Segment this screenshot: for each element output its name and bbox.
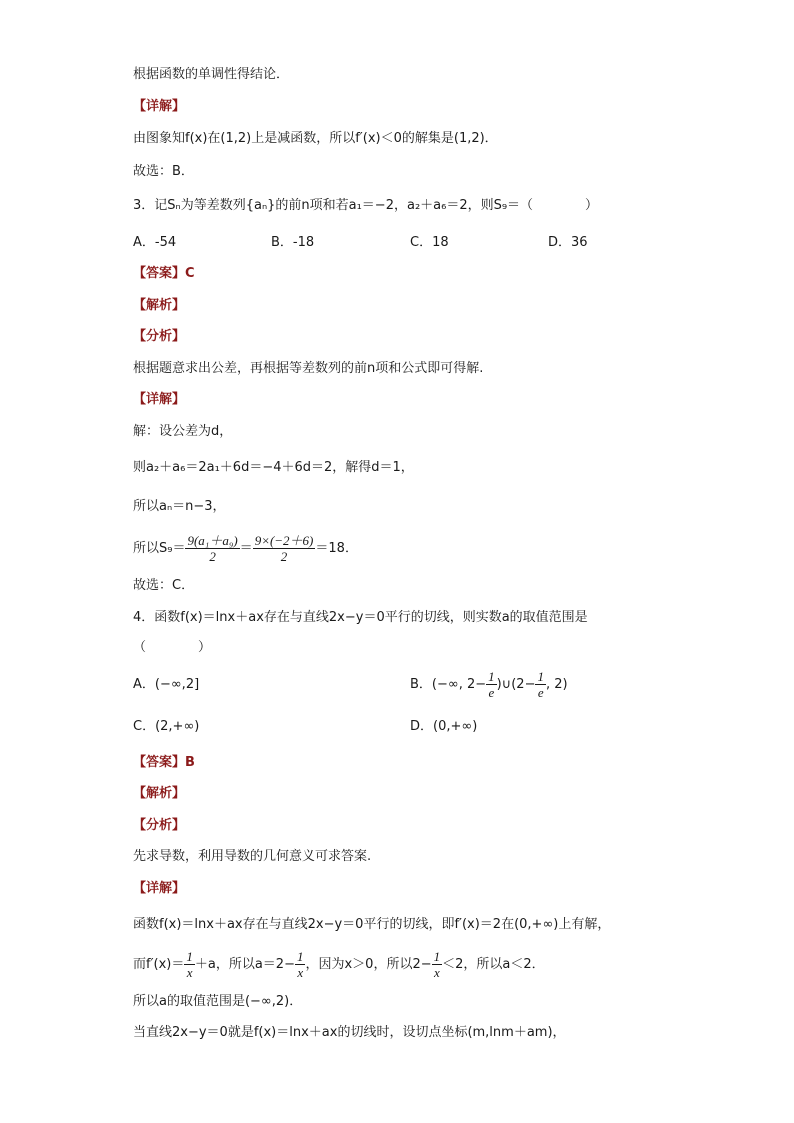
option-a: A．-54 (133, 235, 177, 250)
analysis-sub-heading: 【分析】 (133, 329, 186, 344)
math-line: 所以a的取值范围是(−∞,2)． (133, 994, 303, 1009)
text-segment: ＜2，所以a＜2． (442, 957, 545, 972)
fraction (295, 949, 306, 980)
text-segment: ，因为x＞0，所以2− (305, 957, 432, 972)
text-segment: )∪(2− (496, 677, 536, 692)
text-line: 解：设公差为d， (133, 424, 233, 439)
fraction (184, 949, 195, 980)
option-a: A．(−∞,2] (133, 677, 200, 692)
text-line: 根据题意求出公差，再根据等差数列的前n项和公式即可得解. (133, 361, 484, 376)
text-line: 故选：B． (133, 164, 194, 179)
text-segment: , 2) (545, 677, 568, 692)
text-segment: B．(−∞, 2− (410, 677, 487, 692)
analysis-heading: 【解析】 (133, 786, 186, 801)
text-line: 先求导数，利用导数的几何意义可求答案. (133, 849, 372, 864)
fraction (535, 669, 546, 700)
question-4-paren: （ ） (133, 640, 212, 655)
fraction (253, 533, 316, 564)
fraction-denominator: e (488, 685, 495, 700)
answer-heading: 【答案】C (133, 266, 195, 281)
fraction-denominator: x (186, 965, 193, 980)
text-segment: 所以S₉＝ (133, 541, 186, 556)
section-heading-detail: 【详解】 (133, 99, 186, 114)
fraction (185, 533, 239, 564)
math-line: 当直线2x−y＝0就是f(x)＝lnx＋ax的切线时，设切点坐标(m,lnm＋am)， (133, 1025, 566, 1040)
analysis-heading: 【解析】 (133, 298, 186, 313)
text-segment: ＝18． (315, 541, 358, 556)
math-line-fraction (133, 947, 545, 983)
text-line: 根据函数的单调性得结论． (133, 67, 290, 82)
math-line: 则a₂＋a₆＝2a₁＋6d＝−4＋6d＝2，解得d＝1， (133, 460, 414, 475)
fraction-denominator: e (537, 685, 544, 700)
math-line-fraction (133, 530, 358, 568)
fraction-numerator: 1 (488, 669, 495, 684)
text-segment: ＋a，所以a＝2− (194, 957, 295, 972)
fraction-denominator: x (297, 965, 304, 980)
math-line: 函数f(x)＝lnx＋ax存在与直线2x−y＝0平行的切线，即f′(x)＝2在(0,+∞)上有解， (133, 917, 611, 932)
fraction-numerator: 1 (186, 949, 193, 964)
text-segment: ＝ (239, 541, 253, 556)
question-3: 3．记Sₙ为等差数列{aₙ}的前n项和若a₁＝−2，a₂＋a₆＝2，则S₉＝（ ） (133, 198, 599, 213)
option-c: C．(2,+∞) (133, 719, 200, 734)
option-b: B．-18 (271, 235, 315, 250)
option-d: D．36 (548, 235, 588, 250)
fraction-numerator: 9×(−2＋6) (254, 533, 314, 548)
analysis-sub-heading: 【分析】 (133, 818, 186, 833)
fraction-denominator: 2 (280, 549, 288, 564)
fraction-numerator: 9(a₁＋a₉) (187, 533, 238, 548)
fraction-numerator: 1 (296, 949, 304, 964)
fraction (486, 669, 497, 700)
text-line: 由图象知f(x)在(1,2)上是减函数，所以f′(x)＜0的解集是(1,2)． (133, 131, 498, 146)
fraction-numerator: 1 (433, 949, 441, 964)
answer-heading: 【答案】B (133, 755, 195, 770)
fraction (432, 949, 443, 980)
math-line: 所以aₙ＝n−3， (133, 499, 226, 514)
question-4: 4．函数f(x)＝lnx＋ax存在与直线2x−y＝0平行的切线，则实数a的取值范围是 (133, 610, 588, 625)
option-d: D．(0,+∞) (410, 719, 478, 734)
text-line: 故选：C． (133, 578, 195, 593)
fraction-denominator: 2 (209, 549, 216, 564)
fraction-denominator: x (433, 965, 440, 980)
section-heading-detail: 【详解】 (133, 881, 186, 896)
fraction-numerator: 1 (537, 669, 544, 684)
option-b (410, 668, 568, 702)
option-c: C．18 (410, 235, 449, 250)
text-segment: 而f′(x)＝ (133, 957, 185, 972)
section-heading-detail: 【详解】 (133, 392, 186, 407)
